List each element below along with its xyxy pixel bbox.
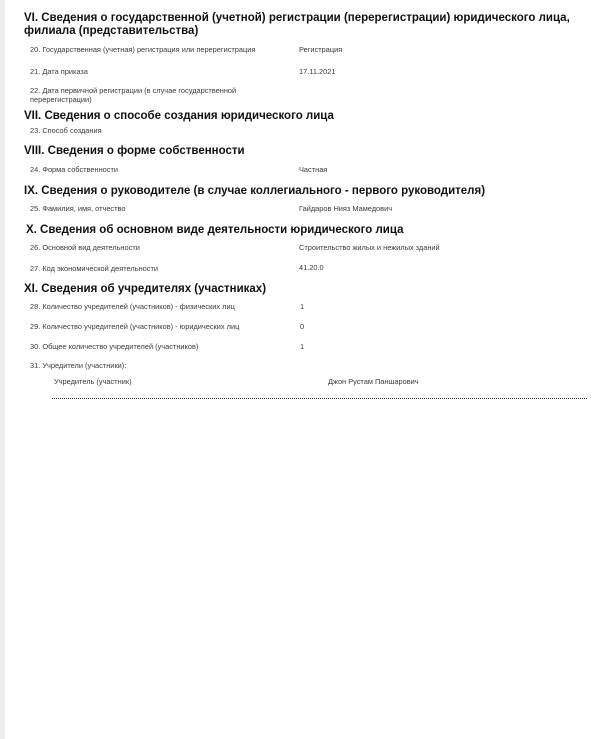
field-27-label: 27. Код экономической деятельности: [30, 264, 158, 273]
field-25-value: Гайдаров Нияз Мамедович: [299, 204, 393, 213]
founder-label: Учредитель (участник): [54, 377, 132, 386]
left-margin-strip: [0, 0, 5, 739]
field-22-label-cont: перерегистрации): [30, 95, 92, 104]
section-10-title: X. Сведения об основном виде деятельности юридического лица: [26, 224, 404, 236]
field-28-label: 28. Количество учредителей (участников) - физических лиц: [30, 302, 235, 311]
field-22-label: 22. Дата первичной регистрации (в случае государственной: [30, 86, 237, 95]
field-20-value: Регистрация: [299, 45, 343, 54]
founder-name: Джон Рустам Паншарович: [328, 377, 419, 386]
founder-separator-line: [52, 398, 587, 399]
field-23-label: 23. Способ создания: [30, 126, 102, 135]
field-26-value: Строительство жилых и нежилых зданий: [299, 243, 440, 252]
section-9-title: IX. Сведения о руководителе (в случае коллегиального - первого руководителя): [24, 185, 486, 197]
field-29-label: 29. Количество учредителей (участников) - юридических лиц: [30, 322, 240, 331]
field-30-value: 1: [300, 342, 305, 351]
section-8-title: VIII. Сведения о форме собственности: [24, 145, 245, 157]
field-29-value: 0: [300, 322, 305, 331]
field-24-label: 24. Форма собственности: [30, 165, 118, 174]
field-27-value: 41.20.0: [299, 263, 324, 272]
field-31-label: 31. Учредители (участники):: [30, 361, 127, 370]
field-30-label: 30. Общее количество учредителей (участников): [30, 342, 199, 351]
section-6-title-cont: филиала (представительства): [24, 25, 199, 37]
field-25-label: 25. Фамилия, имя, отчество: [30, 204, 126, 213]
field-24-value: Частная: [299, 165, 328, 174]
field-28-value: 1: [300, 302, 305, 311]
section-11-title: XI. Сведения об учредителях (участниках): [24, 283, 267, 295]
section-7-title: VII. Сведения о способе создания юридического лица: [24, 110, 334, 122]
section-6-title: VI. Сведения о государственной (учетной) регистрации (перерегистрации) юридического лица,: [24, 12, 570, 24]
field-26-label: 26. Основной вид деятельности: [30, 243, 140, 252]
field-21-label: 21. Дата приказа: [30, 67, 88, 76]
field-21-value: 17.11.2021: [299, 67, 336, 76]
field-20-label: 20. Государственная (учетная) регистрация или перерегистрация: [30, 45, 256, 54]
